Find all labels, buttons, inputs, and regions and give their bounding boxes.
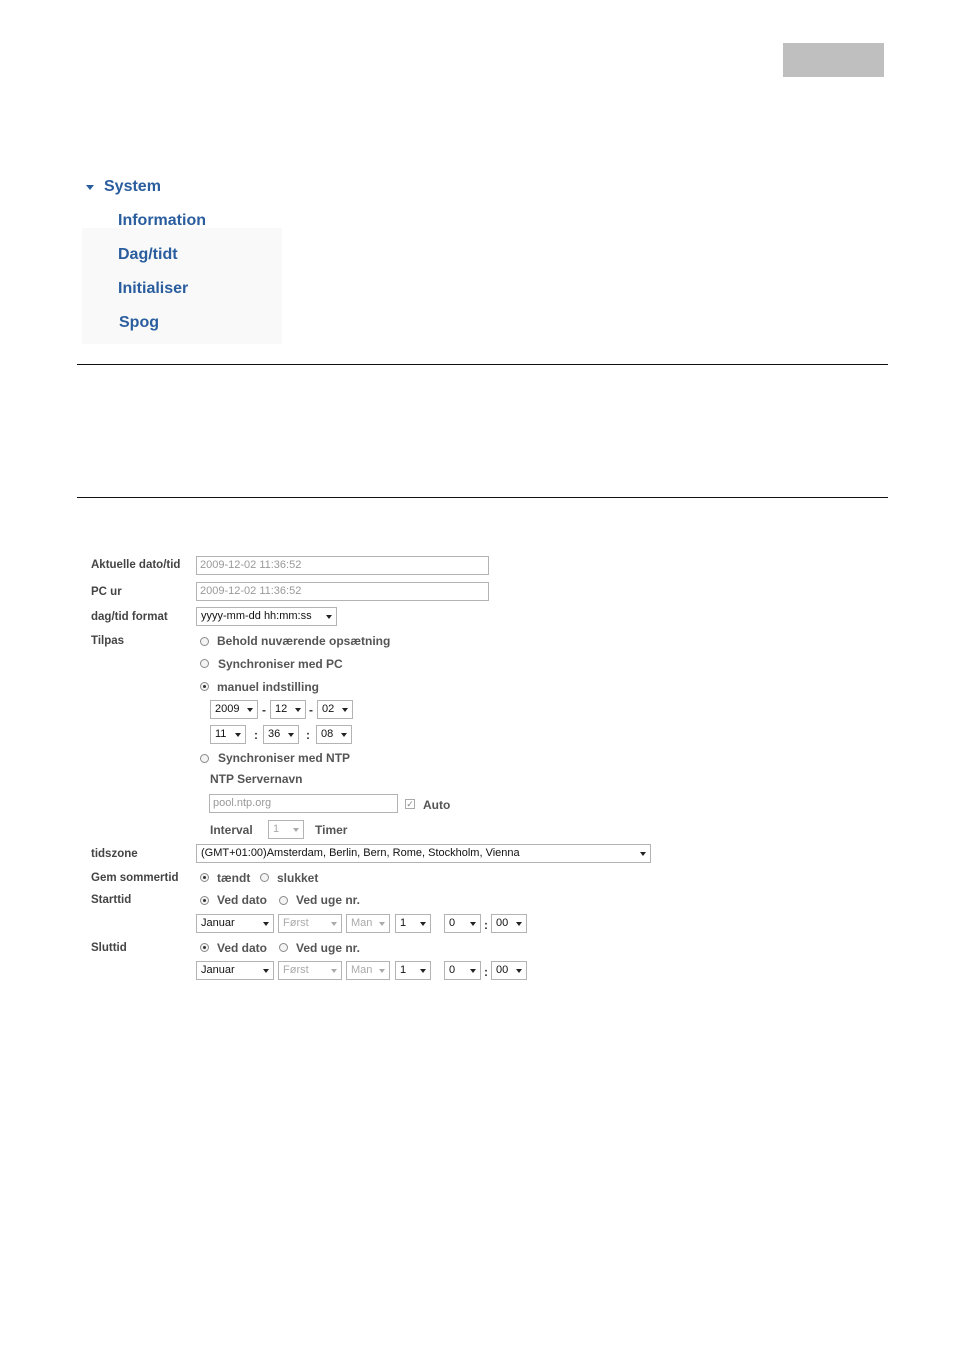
time-separator-2: : <box>306 728 310 742</box>
label-format: dag/tid format <box>91 611 168 623</box>
radio-dst-off[interactable] <box>260 873 269 882</box>
pc-clock-field[interactable]: 2009-12-02 11:36:52 <box>196 582 489 601</box>
label-current-datetime: Aktuelle dato/tid <box>91 559 181 571</box>
nav-item-language[interactable]: Spog <box>119 314 159 331</box>
start-hour-select[interactable]: 0 <box>444 914 481 933</box>
radio-dst-on[interactable] <box>200 873 209 882</box>
option-manual-label: manuel indstilling <box>217 680 320 694</box>
format-select[interactable]: yyyy-mm-dd hh:mm:ss <box>196 607 337 626</box>
divider-bottom <box>77 497 888 498</box>
dst-off-label: slukket <box>277 871 319 885</box>
day-select[interactable]: 02 <box>317 700 353 719</box>
radio-sync-pc[interactable] <box>200 659 209 668</box>
radio-end-by-week[interactable] <box>279 943 288 952</box>
nav-item-datetime[interactable]: Dag/tidt <box>118 246 178 263</box>
nav-system-header[interactable] <box>86 177 161 197</box>
dst-on-label: tændt <box>217 871 251 885</box>
start-time-separator: : <box>484 918 488 932</box>
nav-item-information[interactable]: Information <box>118 212 206 229</box>
month-select[interactable]: 12 <box>270 700 306 719</box>
start-weekday-select[interactable]: Man <box>346 914 390 933</box>
nav-item-initialize[interactable]: Initialiser <box>118 280 189 297</box>
label-dst: Gem sommertid <box>91 872 179 884</box>
start-by-week-label: Ved uge nr. <box>296 893 361 907</box>
end-by-date-label: Ved dato <box>217 941 268 955</box>
caret-down-icon <box>86 185 94 190</box>
start-day-select[interactable]: 1 <box>395 914 431 933</box>
time-separator-1: : <box>254 728 258 742</box>
nav-system-label: System <box>104 178 161 195</box>
auto-checkbox[interactable]: ✓ <box>406 799 414 809</box>
start-minute-select[interactable]: 00 <box>491 914 527 933</box>
end-time-separator: : <box>484 965 488 979</box>
end-weekday-select[interactable]: Man <box>346 961 390 980</box>
radio-sync-ntp[interactable] <box>200 754 209 763</box>
end-day-select[interactable]: 1 <box>395 961 431 980</box>
timezone-select[interactable]: (GMT+01:00)Amsterdam, Berlin, Bern, Rome, Stockholm, Vienna <box>196 844 651 863</box>
label-timezone: tidszone <box>91 848 138 860</box>
hour-select[interactable]: 11 <box>210 725 246 744</box>
date-separator-1: - <box>262 703 266 717</box>
divider-top <box>77 364 888 365</box>
ntp-server-label: NTP Servernavn <box>210 772 303 786</box>
start-by-date-label: Ved dato <box>217 893 268 907</box>
interval-unit-label: Timer <box>315 823 348 837</box>
radio-end-by-date[interactable] <box>200 943 209 952</box>
radio-start-by-date[interactable] <box>200 896 209 905</box>
end-minute-select[interactable]: 00 <box>491 961 527 980</box>
end-hour-select[interactable]: 0 <box>444 961 481 980</box>
start-week-select[interactable]: Først <box>278 914 342 933</box>
end-week-select[interactable]: Først <box>278 961 342 980</box>
year-select[interactable]: 2009 <box>210 700 258 719</box>
header-tab-box <box>783 43 884 77</box>
interval-select[interactable]: 1 <box>268 820 304 839</box>
second-select[interactable]: 08 <box>316 725 352 744</box>
label-pc-clock: PC ur <box>91 586 122 598</box>
radio-start-by-week[interactable] <box>279 896 288 905</box>
label-start-time: Starttid <box>91 894 132 906</box>
radio-keep-current[interactable] <box>200 637 209 646</box>
option-sync-ntp-label: Synchroniser med NTP <box>218 751 351 765</box>
auto-label: Auto <box>423 798 451 812</box>
label-adjust: Tilpas <box>91 635 125 647</box>
current-datetime-field[interactable]: 2009-12-02 11:36:52 <box>196 556 489 575</box>
interval-label: Interval <box>210 823 253 837</box>
option-keep-current-label: Behold nuværende opsætning <box>217 634 391 648</box>
end-by-week-label: Ved uge nr. <box>296 941 361 955</box>
date-separator-2: - <box>309 703 313 717</box>
ntp-server-input[interactable]: pool.ntp.org <box>209 794 398 813</box>
end-month-select[interactable]: Januar <box>196 961 274 980</box>
option-sync-pc-label: Synchroniser med PC <box>218 657 343 671</box>
minute-select[interactable]: 36 <box>263 725 299 744</box>
label-end-time: Sluttid <box>91 942 127 954</box>
start-month-select[interactable]: Januar <box>196 914 274 933</box>
radio-manual[interactable] <box>200 682 209 691</box>
